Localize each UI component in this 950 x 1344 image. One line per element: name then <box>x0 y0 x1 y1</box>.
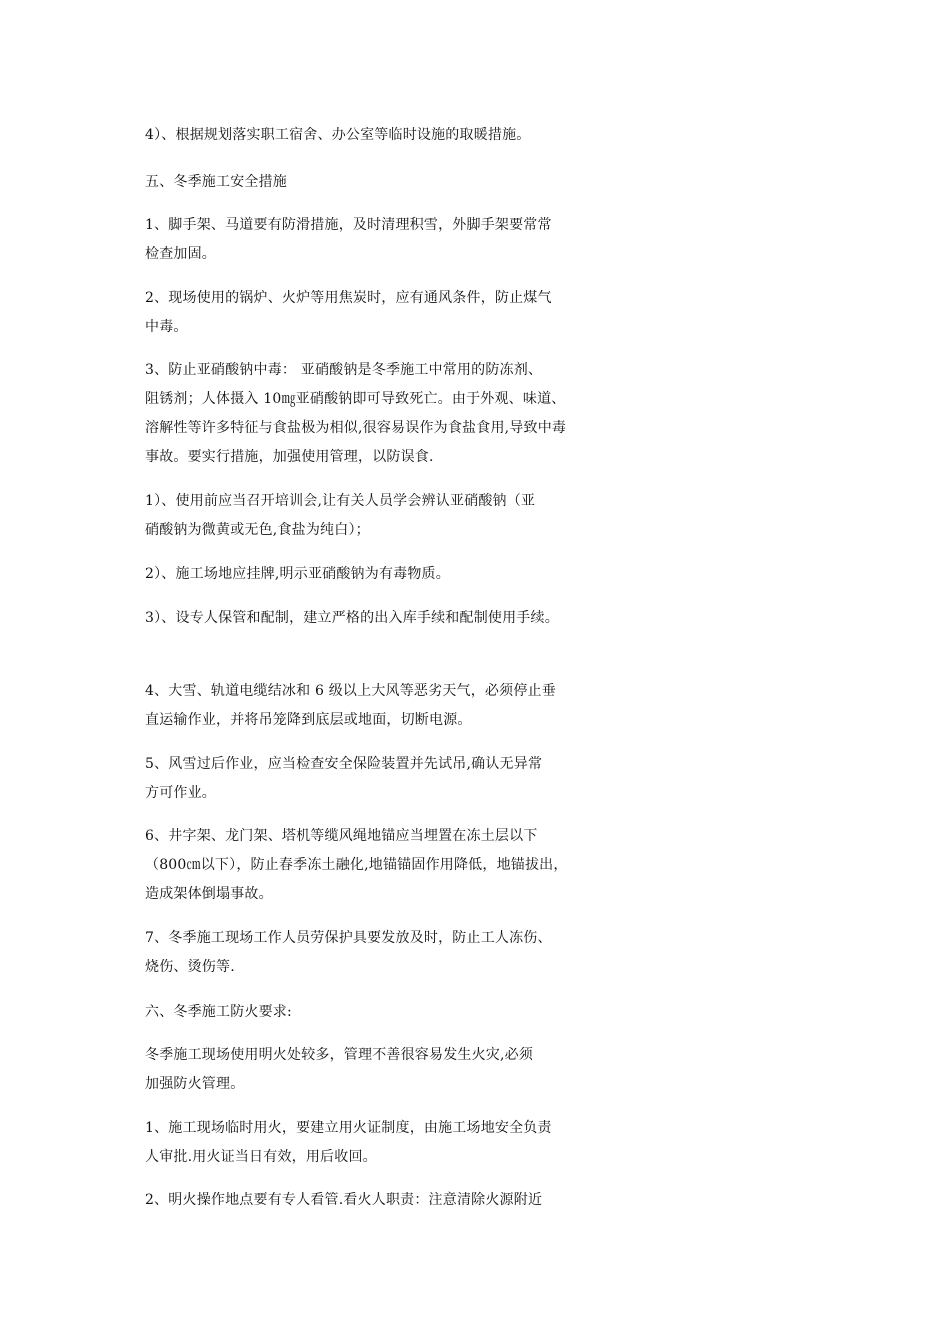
paragraph-line: 烧伤、烫伤等. <box>145 959 235 975</box>
paragraph-line: 1）、使用前应当召开培训会,让有关人员学会辨认亚硝酸钠（亚 <box>145 493 536 509</box>
paragraph-line: 阻锈剂；人体摄入 10㎎亚硝酸钠即可导致死亡。由于外观、味道、 <box>145 391 566 407</box>
paragraph-line: 6、井字架、龙门架、塔机等缆风绳地锚应当埋置在冻土层以下 <box>145 828 538 844</box>
paragraph-line: 中毒。 <box>145 319 188 335</box>
paragraph-line: 事故。要实行措施，加强使用管理，以防误食. <box>145 449 434 465</box>
section-heading: 五、冬季施工安全措施 <box>145 174 287 190</box>
paragraph-line: 检查加固。 <box>145 246 216 262</box>
paragraph-line: 人审批.用火证当日有效，用后收回。 <box>145 1149 377 1165</box>
paragraph-line: 硝酸钠为微黄或无色,食盐为纯白）； <box>145 522 370 538</box>
paragraph-line: 1、施工现场临时用火，要建立用火证制度，由施工场地安全负责 <box>145 1120 552 1136</box>
paragraph-line: 5、风雪过后作业，应当检查安全保险装置并先试吊,确认无异常 <box>145 756 543 772</box>
paragraph-line: 造成架体倒塌事故。 <box>145 886 273 902</box>
paragraph-line: 加强防火管理。 <box>145 1076 245 1092</box>
paragraph-line: 冬季施工现场使用明火处较多，管理不善很容易发生火灾,必须 <box>145 1047 534 1063</box>
paragraph-line: 3、防止亚硝酸钠中毒： 亚硝酸钠是冬季施工中常用的防冻剂、 <box>145 362 543 378</box>
paragraph-line: 溶解性等许多特征与食盐极为相似,很容易误作为食盐食用,导致中毒 <box>145 420 567 436</box>
section-heading: 六、冬季施工防火要求: <box>145 1004 292 1020</box>
paragraph-line: 4、大雪、轨道电缆结冰和 6 级以上大风等恶劣天气，必须停止垂 <box>145 683 556 699</box>
paragraph-line: 3）、设专人保管和配制，建立严格的出入库手续和配制使用手续。 <box>145 610 559 626</box>
paragraph-line: 7、冬季施工现场工作人员劳保护具要发放及时，防止工人冻伤、 <box>145 930 552 946</box>
paragraph-line: （800㎝以下），防止春季冻土融化,地锚锚固作用降低，地锚拔出， <box>145 857 568 873</box>
paragraph-line: 方可作业。 <box>145 785 216 801</box>
paragraph-line: 4）、根据规划落实职工宿舍、办公室等临时设施的取暖措施。 <box>145 127 531 143</box>
paragraph-line: 2、现场使用的锅炉、火炉等用焦炭时，应有通风条件，防止煤气 <box>145 290 552 306</box>
paragraph-line: 2）、施工场地应挂牌,明示亚硝酸钠为有毒物质。 <box>145 566 450 582</box>
paragraph-line: 1、脚手架、马道要有防滑措施，及时清理积雪，外脚手架要常常 <box>145 217 552 233</box>
paragraph-line: 2、明火操作地点要有专人看管.看火人职责：注意清除火源附近 <box>145 1192 543 1208</box>
paragraph-line: 直运输作业，并将吊笼降到底层或地面，切断电源。 <box>145 712 472 728</box>
